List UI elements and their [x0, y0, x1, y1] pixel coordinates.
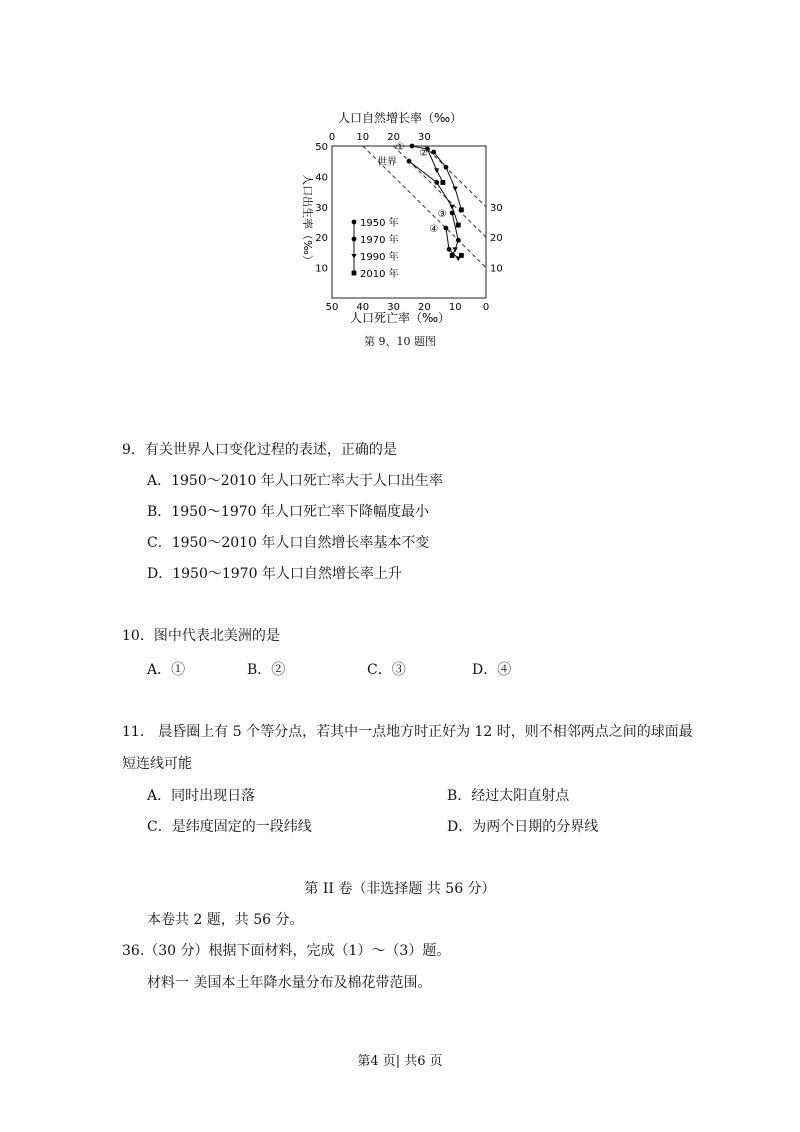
data-point — [434, 168, 439, 173]
series-label: ④ — [429, 224, 439, 236]
legend-label: 1970 年 — [360, 235, 399, 246]
bottom-tick-label: 0 — [482, 302, 490, 313]
series-label: ① — [395, 142, 405, 153]
data-point — [352, 220, 357, 225]
left-tick-label: 30 — [315, 202, 328, 214]
bottom-tick-label: 30 — [387, 302, 400, 313]
data-point — [434, 180, 439, 185]
bottom-tick-label: 20 — [418, 302, 431, 313]
data-point — [410, 144, 415, 149]
legend-label: 1950 年 — [360, 218, 399, 229]
q9-option-c: C．1950～2010 年人口自然增长率基本不变 — [147, 535, 430, 551]
data-point — [453, 247, 458, 252]
q9-option-b: B．1950～1970 年人口死亡率下降幅度最小 — [147, 504, 429, 520]
data-point — [459, 253, 464, 258]
data-point — [431, 150, 436, 155]
data-point — [440, 180, 445, 185]
q10-option-d: D．④ — [472, 662, 512, 678]
left-tick-label: 20 — [315, 233, 328, 245]
right-tick-label: 30 — [490, 202, 503, 214]
figure-caption: 第 9、10 题图 — [364, 335, 436, 348]
q9-option-d: D．1950～1970 年人口自然增长率上升 — [147, 566, 402, 582]
bottom-tick-label: 10 — [448, 302, 462, 313]
top-tick-label: 30 — [418, 132, 431, 143]
data-point — [450, 210, 455, 215]
data-point — [456, 223, 461, 228]
population-chart — [290, 108, 510, 330]
series-1 — [377, 155, 461, 227]
top-tick-label: 20 — [387, 132, 400, 143]
series-label: 世界 — [377, 157, 397, 169]
question-11-stem-line2: 短连线可能 — [122, 756, 192, 772]
q11-option-a: A．同时出现日落 — [147, 788, 256, 804]
data-point — [352, 237, 357, 242]
bottom-tick-label: 50 — [325, 302, 339, 313]
q10-option-b: B．② — [247, 662, 286, 678]
top-axis-label: 人口自然增长率（‰） — [337, 111, 463, 125]
section-intro: 本卷共 2 题，共 56 分。 — [147, 912, 304, 928]
series-label: ③ — [437, 208, 447, 220]
right-tick-label: 20 — [490, 233, 503, 245]
series-label: ② — [419, 148, 429, 160]
left-tick-label: 10 — [315, 263, 328, 275]
data-point — [456, 238, 461, 243]
left-axis-label: 人口出生率（‰） — [301, 174, 314, 266]
section-title: 第 II 卷（非选择题 共 56 分） — [304, 881, 496, 897]
question-36-stem: 36.（30 分）根据下面材料，完成（1）～（3）题。 — [122, 943, 451, 959]
data-point — [450, 205, 455, 210]
data-point — [453, 187, 458, 192]
top-tick-label: 10 — [356, 132, 370, 143]
question-11-stem-line1: 11． 晨昏圈上有 5 个等分点，若其中一点地方时正好为 12 时，则不相邻两点之间的球面最 — [122, 724, 693, 740]
top-tick-label: 0 — [328, 132, 336, 143]
data-point — [444, 165, 449, 170]
q10-option-a: A．① — [147, 662, 186, 678]
question-10-stem: 10．图中代表北美洲的是 — [122, 628, 280, 644]
left-tick-label: 50 — [315, 142, 328, 153]
material-1-text: 材料一 美国本土年降水量分布及棉花带范围。 — [147, 975, 432, 991]
data-point — [447, 247, 452, 252]
q11-option-b: B．经过太阳直射点 — [447, 788, 570, 804]
legend-label: 2010 年 — [360, 269, 399, 280]
page-footer: 第4 页| 共6 页 — [357, 1054, 443, 1069]
data-point — [352, 271, 357, 276]
data-point — [351, 254, 356, 259]
bottom-axis-label: 人口死亡率（‰） — [349, 311, 451, 325]
legend-label: 1990 年 — [360, 252, 399, 263]
bottom-tick-label: 40 — [356, 302, 370, 313]
q11-option-d: D．为两个日期的分界线 — [447, 819, 599, 835]
question-9-stem: 9．有关世界人口变化过程的表述，正确的是 — [122, 442, 397, 458]
data-point — [444, 226, 449, 231]
data-point — [407, 159, 412, 164]
legend — [351, 216, 398, 280]
q9-option-a: A．1950～2010 年人口死亡率大于人口出生率 — [147, 473, 443, 489]
left-tick-label: 40 — [315, 172, 328, 184]
q10-option-c: C．③ — [367, 662, 406, 678]
data-point — [459, 207, 464, 212]
population-chart-svg — [290, 108, 510, 330]
isoline-30 — [424, 146, 486, 207]
right-tick-label: 10 — [490, 263, 503, 275]
q11-option-c: C．是纬度固定的一段纬线 — [147, 819, 312, 835]
